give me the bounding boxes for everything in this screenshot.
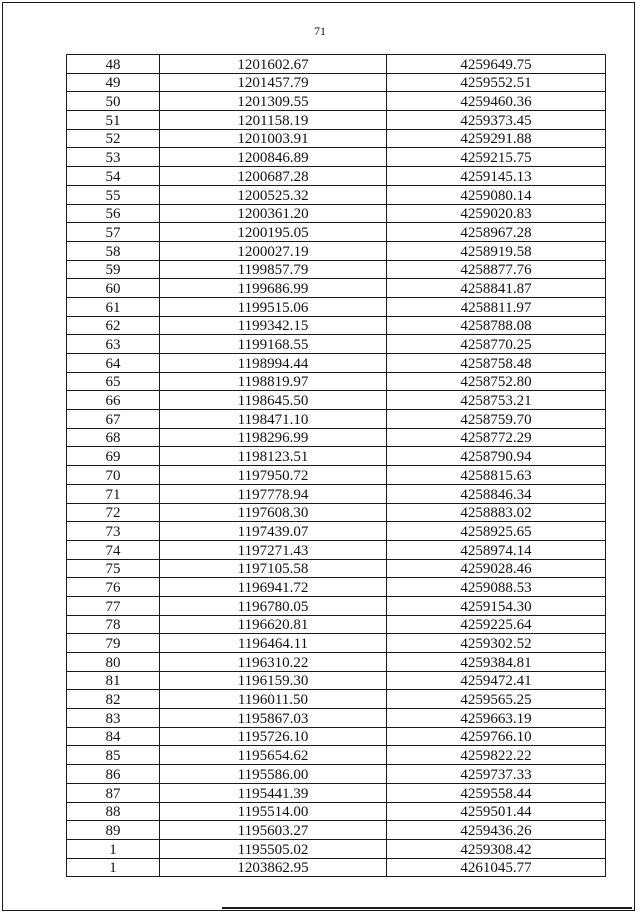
x-coordinate-cell: 1201003.91 [160, 129, 387, 148]
y-coordinate-cell: 4258790.94 [387, 447, 606, 466]
table-row [67, 73, 606, 92]
x-coordinate-cell: 1195603.27 [160, 821, 387, 840]
y-coordinate-cell: 4259308.42 [387, 839, 606, 858]
point-number-cell: 74 [67, 540, 160, 559]
point-number-cell: 63 [67, 335, 160, 354]
table-row [67, 839, 606, 858]
y-coordinate-cell: 4258883.02 [387, 503, 606, 522]
x-coordinate-cell: 1198645.50 [160, 391, 387, 410]
y-coordinate-cell: 4259565.25 [387, 690, 606, 709]
table-row [67, 428, 606, 447]
point-number-cell: 61 [67, 297, 160, 316]
y-coordinate-cell: 4261045.77 [387, 858, 606, 877]
x-coordinate-cell: 1196464.11 [160, 634, 387, 653]
y-coordinate-cell: 4258811.97 [387, 297, 606, 316]
point-number-cell: 73 [67, 522, 160, 541]
x-coordinate-cell: 1196620.81 [160, 615, 387, 634]
table-row [67, 391, 606, 410]
y-coordinate-cell: 4259558.44 [387, 783, 606, 802]
table-row [67, 111, 606, 130]
x-coordinate-cell: 1195505.02 [160, 839, 387, 858]
point-number-cell: 66 [67, 391, 160, 410]
point-number-cell: 78 [67, 615, 160, 634]
x-coordinate-cell: 1196941.72 [160, 578, 387, 597]
y-coordinate-cell: 4259552.51 [387, 73, 606, 92]
table-row [67, 746, 606, 765]
y-coordinate-cell: 4259501.44 [387, 802, 606, 821]
x-coordinate-cell: 1195654.62 [160, 746, 387, 765]
table-row [67, 372, 606, 391]
table-row [67, 615, 606, 634]
y-coordinate-cell: 4258759.70 [387, 410, 606, 429]
point-number-cell: 87 [67, 783, 160, 802]
x-coordinate-cell: 1199342.15 [160, 316, 387, 335]
y-coordinate-cell: 4259373.45 [387, 111, 606, 130]
table-row [67, 578, 606, 597]
table-row [67, 241, 606, 260]
x-coordinate-cell: 1200027.19 [160, 241, 387, 260]
x-coordinate-cell: 1199686.99 [160, 279, 387, 298]
page-number: 71 [314, 24, 326, 38]
point-number-cell: 68 [67, 428, 160, 447]
x-coordinate-cell: 1199168.55 [160, 335, 387, 354]
y-coordinate-cell: 4259766.10 [387, 727, 606, 746]
point-number-cell: 88 [67, 802, 160, 821]
table-row [67, 765, 606, 784]
x-coordinate-cell: 1200361.20 [160, 204, 387, 223]
point-number-cell: 84 [67, 727, 160, 746]
table-row [67, 802, 606, 821]
table-row [67, 148, 606, 167]
table-row [67, 540, 606, 559]
x-coordinate-cell: 1201457.79 [160, 73, 387, 92]
point-number-cell: 62 [67, 316, 160, 335]
point-number-cell: 58 [67, 241, 160, 260]
y-coordinate-cell: 4258974.14 [387, 540, 606, 559]
table-row [67, 167, 606, 186]
x-coordinate-cell: 1200195.05 [160, 223, 387, 242]
table-row [67, 821, 606, 840]
table-row [67, 260, 606, 279]
x-coordinate-cell: 1197950.72 [160, 466, 387, 485]
point-number-cell: 72 [67, 503, 160, 522]
point-number-cell: 82 [67, 690, 160, 709]
y-coordinate-cell: 4259088.53 [387, 578, 606, 597]
y-coordinate-cell: 4258815.63 [387, 466, 606, 485]
y-coordinate-cell: 4259225.64 [387, 615, 606, 634]
x-coordinate-cell: 1197271.43 [160, 540, 387, 559]
point-number-cell: 70 [67, 466, 160, 485]
table-row [67, 410, 606, 429]
coordinates-table [66, 54, 606, 877]
point-number-cell: 83 [67, 709, 160, 728]
table-row [67, 634, 606, 653]
table-row [67, 279, 606, 298]
x-coordinate-cell: 1195586.00 [160, 765, 387, 784]
y-coordinate-cell: 4259649.75 [387, 55, 606, 74]
table-row [67, 335, 606, 354]
x-coordinate-cell: 1197778.94 [160, 484, 387, 503]
table-row [67, 466, 606, 485]
y-coordinate-cell: 4259215.75 [387, 148, 606, 167]
point-number-cell: 89 [67, 821, 160, 840]
table-row [67, 223, 606, 242]
x-coordinate-cell: 1198471.10 [160, 410, 387, 429]
y-coordinate-cell: 4259822.22 [387, 746, 606, 765]
x-coordinate-cell: 1201602.67 [160, 55, 387, 74]
point-number-cell: 50 [67, 92, 160, 111]
x-coordinate-cell: 1195514.00 [160, 802, 387, 821]
table-row [67, 596, 606, 615]
x-coordinate-cell: 1197608.30 [160, 503, 387, 522]
y-coordinate-cell: 4259384.81 [387, 653, 606, 672]
table-row [67, 297, 606, 316]
x-coordinate-cell: 1203862.95 [160, 858, 387, 877]
table-row [67, 858, 606, 877]
table-row [67, 653, 606, 672]
coordinates-table-body [67, 55, 606, 877]
table-row [67, 447, 606, 466]
table-row [67, 316, 606, 335]
y-coordinate-cell: 4258967.28 [387, 223, 606, 242]
table-row [67, 503, 606, 522]
point-number-cell: 51 [67, 111, 160, 130]
x-coordinate-cell: 1200846.89 [160, 148, 387, 167]
x-coordinate-cell: 1198296.99 [160, 428, 387, 447]
x-coordinate-cell: 1200525.32 [160, 185, 387, 204]
table-row [67, 484, 606, 503]
point-number-cell: 80 [67, 653, 160, 672]
point-number-cell: 60 [67, 279, 160, 298]
y-coordinate-cell: 4259663.19 [387, 709, 606, 728]
point-number-cell: 53 [67, 148, 160, 167]
point-number-cell: 81 [67, 671, 160, 690]
point-number-cell: 75 [67, 559, 160, 578]
y-coordinate-cell: 4259028.46 [387, 559, 606, 578]
y-coordinate-cell: 4258758.48 [387, 354, 606, 373]
y-coordinate-cell: 4258770.25 [387, 335, 606, 354]
x-coordinate-cell: 1195441.39 [160, 783, 387, 802]
y-coordinate-cell: 4258788.08 [387, 316, 606, 335]
y-coordinate-cell: 4259020.83 [387, 204, 606, 223]
x-coordinate-cell: 1200687.28 [160, 167, 387, 186]
x-coordinate-cell: 1195726.10 [160, 727, 387, 746]
point-number-cell: 48 [67, 55, 160, 74]
y-coordinate-cell: 4258772.29 [387, 428, 606, 447]
table-row [67, 709, 606, 728]
x-coordinate-cell: 1201158.19 [160, 111, 387, 130]
y-coordinate-cell: 4258919.58 [387, 241, 606, 260]
y-coordinate-cell: 4258846.34 [387, 484, 606, 503]
point-number-cell: 77 [67, 596, 160, 615]
point-number-cell: 86 [67, 765, 160, 784]
point-number-cell: 49 [67, 73, 160, 92]
table-row [67, 185, 606, 204]
y-coordinate-cell: 4259145.13 [387, 167, 606, 186]
y-coordinate-cell: 4258753.21 [387, 391, 606, 410]
point-number-cell: 85 [67, 746, 160, 765]
x-coordinate-cell: 1196011.50 [160, 690, 387, 709]
point-number-cell: 59 [67, 260, 160, 279]
table-row [67, 727, 606, 746]
point-number-cell: 79 [67, 634, 160, 653]
table-row [67, 559, 606, 578]
point-number-cell: 55 [67, 185, 160, 204]
point-number-cell: 67 [67, 410, 160, 429]
x-coordinate-cell: 1198994.44 [160, 354, 387, 373]
y-coordinate-cell: 4259302.52 [387, 634, 606, 653]
y-coordinate-cell: 4259291.88 [387, 129, 606, 148]
table-row [67, 204, 606, 223]
x-coordinate-cell: 1199515.06 [160, 297, 387, 316]
point-number-cell: 64 [67, 354, 160, 373]
table-row [67, 55, 606, 74]
point-number-cell: 52 [67, 129, 160, 148]
x-coordinate-cell: 1196780.05 [160, 596, 387, 615]
point-number-cell: 65 [67, 372, 160, 391]
x-coordinate-cell: 1197439.07 [160, 522, 387, 541]
x-coordinate-cell: 1197105.58 [160, 559, 387, 578]
point-number-cell: 71 [67, 484, 160, 503]
y-coordinate-cell: 4258752.80 [387, 372, 606, 391]
y-coordinate-cell: 4258841.87 [387, 279, 606, 298]
bottom-rule [222, 907, 632, 909]
x-coordinate-cell: 1196310.22 [160, 653, 387, 672]
point-number-cell: 54 [67, 167, 160, 186]
x-coordinate-cell: 1198123.51 [160, 447, 387, 466]
y-coordinate-cell: 4259436.26 [387, 821, 606, 840]
x-coordinate-cell: 1195867.03 [160, 709, 387, 728]
table-row [67, 522, 606, 541]
point-number-cell: 57 [67, 223, 160, 242]
y-coordinate-cell: 4259080.14 [387, 185, 606, 204]
table-row [67, 129, 606, 148]
point-number-cell: 69 [67, 447, 160, 466]
x-coordinate-cell: 1198819.97 [160, 372, 387, 391]
point-number-cell: 1 [67, 839, 160, 858]
table-row [67, 671, 606, 690]
y-coordinate-cell: 4259460.36 [387, 92, 606, 111]
y-coordinate-cell: 4258877.76 [387, 260, 606, 279]
y-coordinate-cell: 4259472.41 [387, 671, 606, 690]
table-row [67, 354, 606, 373]
y-coordinate-cell: 4259154.30 [387, 596, 606, 615]
table-row [67, 783, 606, 802]
table-row [67, 92, 606, 111]
x-coordinate-cell: 1199857.79 [160, 260, 387, 279]
y-coordinate-cell: 4258925.65 [387, 522, 606, 541]
point-number-cell: 1 [67, 858, 160, 877]
x-coordinate-cell: 1201309.55 [160, 92, 387, 111]
point-number-cell: 56 [67, 204, 160, 223]
table-row [67, 690, 606, 709]
x-coordinate-cell: 1196159.30 [160, 671, 387, 690]
point-number-cell: 76 [67, 578, 160, 597]
y-coordinate-cell: 4259737.33 [387, 765, 606, 784]
